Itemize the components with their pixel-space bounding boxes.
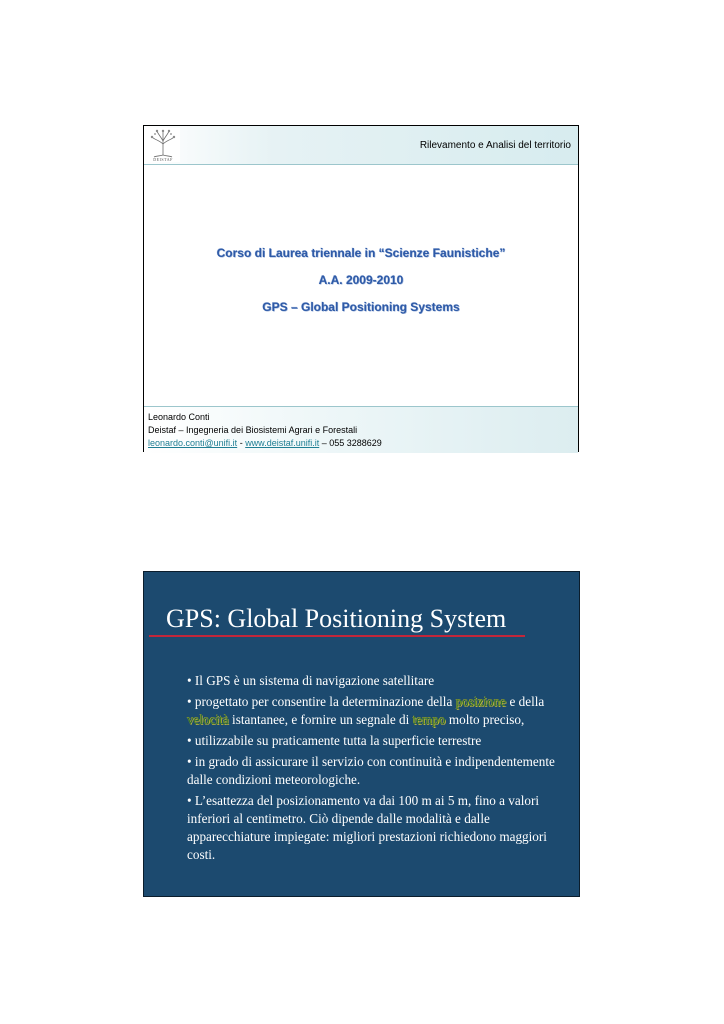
slide-header (144, 126, 578, 165)
website-link[interactable]: www.deistaf.unifi.it (245, 438, 320, 448)
highlight-posizione: posizione (455, 694, 507, 709)
lecture-title: GPS – Global Positioning Systems (262, 300, 460, 314)
course-title: Corso di Laurea triennale in “Scienze Faunistiche” (216, 246, 506, 260)
highlight-tempo: tempo (412, 712, 446, 727)
tree-icon (146, 128, 180, 158)
bullet-item (187, 693, 572, 729)
highlight-velocita: velocità (187, 712, 229, 727)
slide-footer (144, 406, 578, 453)
bullet-list (187, 672, 572, 867)
contact-separator: - (237, 438, 246, 448)
academic-year: A.A. 2009-2010 (318, 273, 404, 287)
bullet-text: • progettato per consentire la determinazione della (187, 694, 456, 709)
author-name: Leonardo Conti (148, 412, 210, 422)
header-title: Rilevamento e Analisi del territorio (419, 140, 571, 151)
bullet-item: • in grado di assicurare il servizio con continuità e indipendentemente dalle condizioni meteorologiche. (187, 754, 555, 787)
bullet-item: • L’esattezza del posizionamento va dai 100 m ai 5 m, fino a valori inferiori al centimetro. Ciò dipende dalle modalità e dalle apparecchiature impiegate: migliori prestazioni richiedono maggiori costi. (187, 793, 547, 862)
bullet-item: • Il GPS è un sistema di navigazione satellitare (187, 673, 435, 688)
bullet-text: molto preciso, (445, 712, 525, 727)
bullet-item: • utilizzabile su praticamente tutta la superficie terrestre (187, 733, 482, 748)
author-department: Deistaf – Ingegneria dei Biosistemi Agrari e Forestali (148, 425, 358, 435)
bullet-text: e della (506, 694, 545, 709)
title-slide (143, 125, 579, 452)
contact-line (148, 438, 382, 448)
bullet-text: istantanee, e fornire un segnale di (228, 712, 413, 727)
logo-text: DEISTAF (153, 157, 173, 162)
email-link[interactable]: leonardo.conti@unifi.it (148, 438, 238, 448)
phone-number: – 055 3288629 (319, 438, 382, 448)
slide-title: GPS: Global Positioning System (166, 604, 507, 633)
title-underline (149, 635, 525, 637)
content-slide (143, 571, 580, 897)
deistaf-logo (146, 128, 180, 162)
